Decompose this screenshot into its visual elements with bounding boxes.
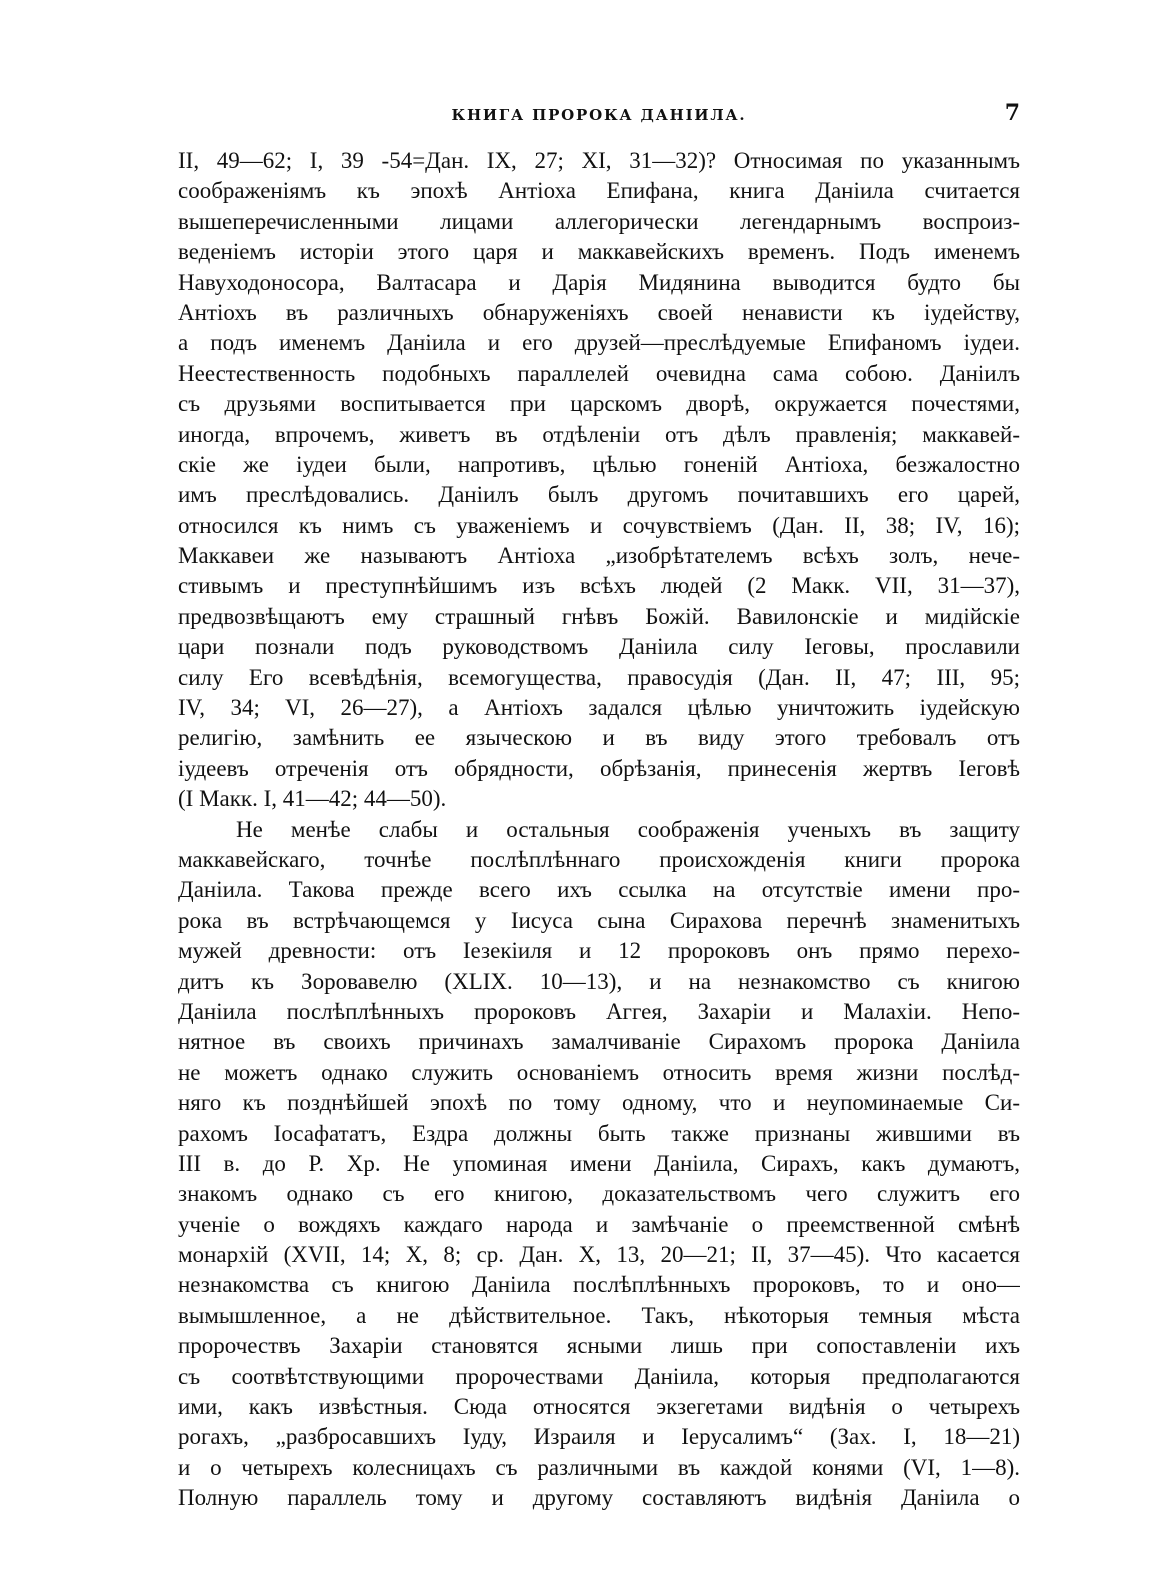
text-line: III в. до Р. Хр. Не упоминая имени Даніила, Сирахъ, какъ думаютъ, bbox=[178, 1150, 1020, 1176]
text-line: рогахъ, „разбросавшихъ Іуду, Израиля и Іерусалимъ“ (Зах. I, 18—21) bbox=[178, 1424, 1020, 1450]
text-line: веденіемъ исторіи этого царя и маккавейскихъ временъ. Подъ именемъ bbox=[178, 239, 1020, 265]
text-line: маккавейскаго, точнѣе послѣплѣннаго происхожденія книги пророка bbox=[178, 846, 1020, 872]
paragraph-first-line: Не менѣе слабы и остальныя соображенія ученыхъ въ защиту bbox=[236, 816, 1020, 842]
text-line: рахомъ Іосафататъ, Ездра должны быть также признаны жившими въ bbox=[178, 1120, 1020, 1146]
text-line: няго къ позднѣйшей эпохѣ по тому одному, что и неупоминаемые Си- bbox=[178, 1090, 1020, 1116]
text-line: мужей древности: отъ Іезекіиля и 12 пророковъ онъ прямо перехо- bbox=[178, 938, 1020, 964]
text-line: рока въ встрѣчающемся у Іисуса сына Сирахова перечнѣ знаменитыхъ bbox=[178, 907, 1020, 933]
text-line: скіе же іудеи были, напротивъ, цѣлью гоненій Антіоха, безжалостно bbox=[178, 451, 1020, 477]
text-line: іудеевъ отреченія отъ обрядности, обрѣзанія, принесенія жертвъ Іеговѣ bbox=[178, 755, 1020, 781]
text-line: II, 49—62; I, 39 -54=Дан. IX, 27; XI, 31—32)? Относимая по указаннымъ bbox=[178, 148, 1020, 173]
running-head bbox=[178, 100, 1020, 130]
text-line: Полную параллель тому и другому составляютъ видѣнія Даніила о bbox=[178, 1485, 1020, 1511]
text-line: съ соотвѣтствующими пророчествами Даніила, которыя предполагаются bbox=[178, 1363, 1020, 1389]
text-line: ими, какъ извѣстныя. Сюда относятся экзегетами видѣнія о четырехъ bbox=[178, 1394, 1020, 1420]
text-line: Маккавеи же называютъ Антіоха „изобрѣтателемъ всѣхъ золъ, нече- bbox=[178, 543, 1020, 569]
text-line: цари познали подъ руководствомъ Даніила силу Іеговы, прославили bbox=[178, 634, 1020, 660]
text-line: стивымъ и преступнѣйшимъ изъ всѣхъ людей (2 Макк. VII, 31—37), bbox=[178, 573, 1020, 599]
text-line: вымышленное, а не дѣйствительное. Такъ, нѣкоторыя темныя мѣста bbox=[178, 1302, 1020, 1328]
text-line: Неестественность подобныхъ параллелей очевидна сама собою. Даніилъ bbox=[178, 360, 1020, 386]
text-line: соображеніямъ къ эпохѣ Антіоха Епифана, книга Даніила считается bbox=[178, 178, 1020, 204]
page-number: 7 bbox=[1004, 100, 1020, 126]
text-line: IV, 34; VI, 26—27), а Антіохъ задался цѣлью уничтожить іудейскую bbox=[178, 695, 1020, 721]
text-line: имъ преслѣдовались. Даніилъ былъ другомъ почитавшихъ его царей, bbox=[178, 482, 1020, 508]
text-line: предвозвѣщаютъ ему страшный гнѣвъ Божій. Вавилонскіе и мидійскіе bbox=[178, 603, 1020, 629]
text-line: ученіе о вождяхъ каждаго народа и замѣчаніе о преемственной смѣнѣ bbox=[178, 1211, 1020, 1237]
text-line: относился къ нимъ съ уваженіемъ и сочувствіемъ (Дан. II, 38; IV, 16); bbox=[178, 512, 1020, 538]
text-line: вышеперечисленными лицами аллегорически легендарнымъ воспроиз- bbox=[178, 208, 1020, 234]
text-line: силу Его всевѣдѣнія, всемогущества, правосудія (Дан. II, 47; III, 95; bbox=[178, 664, 1020, 690]
text-line: Навуходоносора, Валтасара и Дарія Мидянина выводится будто бы bbox=[178, 269, 1020, 295]
text-line: иногда, впрочемъ, живетъ въ отдѣленіи отъ дѣлъ правленія; маккавей- bbox=[178, 421, 1020, 447]
text-line: а подъ именемъ Даніила и его друзей—преслѣдуемые Епифаномъ іудеи. bbox=[178, 330, 1020, 356]
text-line: и о четырехъ колесницахъ съ различными въ каждой конями (VI, 1—8). bbox=[178, 1454, 1020, 1480]
text-line: Антіохъ въ различныхъ обнаруженіяхъ своей ненависти къ іудейству, bbox=[178, 299, 1020, 325]
text-line: религію, замѣнить ее языческою и въ виду этого требовалъ отъ bbox=[178, 725, 1020, 751]
text-line: (I Макк. I, 41—42; 44—50). bbox=[178, 786, 447, 812]
text-line: незнакомства съ книгою Даніила послѣплѣнныхъ пророковъ, то и оно— bbox=[178, 1272, 1020, 1298]
text-line: нятное въ своихъ причинахъ замалчиваніе Сирахомъ пророка Даніила bbox=[178, 1029, 1020, 1055]
text-line: монархій (XVII, 14; X, 8; ср. Дан. X, 13, 20—21; II, 37—45). Что касается bbox=[178, 1242, 1020, 1268]
text-line: дитъ къ Зоровавелю (XLIX. 10—13), и на незнакомство съ книгою bbox=[178, 968, 1020, 994]
text-line: съ друзьями воспитывается при царскомъ дворѣ, окружается почестями, bbox=[178, 391, 1020, 417]
text-line: знакомъ однако съ его книгою, доказательствомъ чего служитъ его bbox=[178, 1181, 1020, 1207]
text-line: Даніила. Такова прежде всего ихъ ссылка на отсутствіе имени про- bbox=[178, 877, 1020, 903]
text-line: Даніила послѣплѣнныхъ пророковъ Аггея, Захаріи и Малахіи. Непо- bbox=[178, 998, 1020, 1024]
body-text bbox=[178, 146, 1020, 1514]
text-line: пророчествъ Захаріи становятся ясными лишь при сопоставленіи ихъ bbox=[178, 1333, 1020, 1359]
running-title: КНИГА ПРОРОКА ДАНІИЛА. bbox=[451, 106, 747, 124]
text-line: не можетъ однако служить основаніемъ относить время жизни послѣд- bbox=[178, 1059, 1020, 1085]
